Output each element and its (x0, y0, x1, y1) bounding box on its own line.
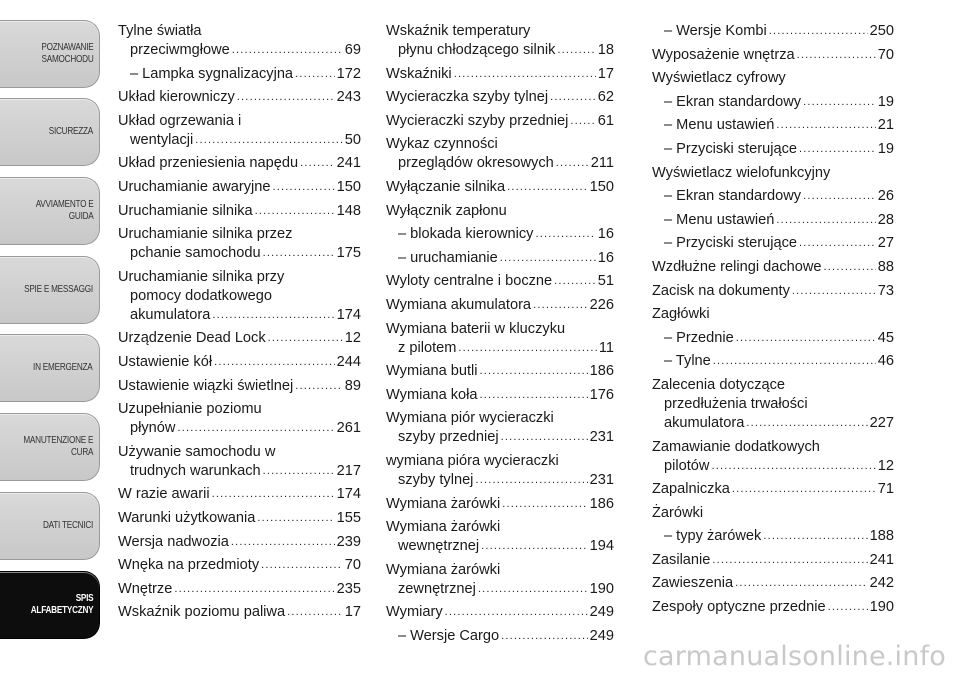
page-number: 18 (597, 42, 614, 58)
index-entry-label: – Menu ustawień (664, 117, 775, 134)
page-number: 19 (877, 93, 894, 110)
index-entry[interactable] (118, 154, 361, 173)
page-number: 19 (877, 140, 894, 157)
dot-leader (287, 603, 343, 622)
dot-leader (828, 598, 868, 617)
page-number: 244 (336, 353, 361, 370)
watermark-text: carmanualsonline.info (643, 641, 946, 672)
index-entry-label: Układ kierowniczy (118, 89, 235, 106)
index-entry[interactable] (652, 164, 894, 183)
index-entry[interactable] (118, 112, 361, 150)
index-entry-label: trudnych warunkach (130, 462, 261, 479)
index-entry[interactable] (118, 443, 361, 481)
index-entry-heading: Uzupełnianie poziomu (118, 401, 262, 418)
index-entry[interactable] (386, 112, 614, 131)
index-entry-label: Wskaźnik poziomu paliwa (118, 604, 286, 621)
page-number: 17 (597, 65, 614, 82)
page-number: 148 (336, 202, 361, 219)
index-entry-label: Ustawienie kół (118, 353, 213, 370)
page-number: 70 (344, 557, 361, 574)
dot-leader (478, 580, 588, 599)
page-number: 211 (590, 155, 614, 172)
index-entry-label: Wersja nadwozia (118, 533, 229, 550)
dot-leader (570, 112, 595, 131)
index-entry-heading: Wyświetlacz wielofunkcyjny (652, 164, 831, 181)
dot-leader (295, 377, 343, 396)
page-number: 241 (869, 551, 894, 568)
index-entry[interactable] (652, 234, 894, 253)
index-entry-label: Wymiary (386, 604, 443, 621)
page-number: 190 (869, 599, 894, 616)
index-entry-label: Wycieraczki szyby przedniej (386, 112, 569, 129)
dot-leader (268, 329, 343, 348)
page-number: 88 (877, 258, 894, 275)
page-number: 174 (336, 486, 361, 503)
index-entry-heading: Wykaz czynności (386, 136, 498, 153)
index-entry-label: – Wersje Kombi (664, 23, 767, 39)
chapter-tab-label: AVVIAMENTO E GUIDA (35, 199, 93, 222)
page-number: 172 (336, 65, 361, 82)
index-entry[interactable] (118, 65, 361, 84)
page-number: 194 (589, 538, 614, 555)
dot-leader (502, 495, 587, 514)
chapter-tab-label: MANUTENZIONE E CURA (23, 435, 93, 458)
index-entry-label: akumulatora (130, 306, 211, 323)
index-entry-label: – Przyciski sterujące (664, 235, 798, 252)
dot-leader (273, 178, 335, 197)
dot-leader (475, 471, 587, 490)
chapter-tab-3[interactable] (0, 177, 100, 245)
page-number: 150 (336, 178, 361, 195)
page-number: 175 (336, 245, 361, 262)
index-entry[interactable] (652, 93, 894, 112)
index-entry[interactable] (652, 187, 894, 206)
index-entry-heading: Zagłówki (652, 306, 710, 323)
index-entry-label: wentylacji (130, 131, 194, 148)
index-column-2 (386, 22, 614, 650)
index-entry[interactable] (652, 551, 894, 570)
index-entry[interactable] (118, 225, 361, 263)
index-entry[interactable] (386, 627, 614, 646)
index-entry[interactable] (652, 69, 894, 88)
index-entry-heading: wymiana pióra wycieraczki (386, 452, 559, 469)
index-entry-label: Wymiana żarówki (386, 495, 501, 512)
dot-leader (746, 414, 867, 433)
index-entry[interactable] (652, 140, 894, 159)
index-entry-label: pilotów (664, 457, 710, 474)
page-number: 71 (877, 481, 894, 498)
dot-leader (177, 419, 334, 438)
index-entry[interactable] (118, 580, 361, 599)
index-entry-label: Uruchamianie awaryjne (118, 178, 271, 195)
chapter-tab-label: SICUREZZA (48, 126, 93, 137)
dot-leader (712, 551, 867, 570)
index-entry[interactable] (386, 22, 614, 60)
dot-leader (445, 603, 588, 622)
index-entry-heading: Wskaźnik temperatury (386, 23, 531, 39)
page-number: 176 (589, 386, 614, 403)
index-entry-label: zewnętrznej (398, 580, 476, 597)
page-number: 12 (344, 330, 361, 347)
chapter-tab-7[interactable] (0, 492, 100, 560)
chapter-tab-label: SPIE E MESSAGGI (24, 284, 93, 295)
index-entry[interactable] (118, 268, 361, 325)
index-entry[interactable] (118, 22, 361, 60)
index-entry-label: – Przednie (664, 329, 734, 346)
page-number: 226 (589, 296, 614, 313)
index-entry[interactable] (386, 65, 614, 84)
chapter-tab-label: SPIS ALFABETYCZNY (30, 593, 93, 616)
dot-leader (480, 386, 588, 405)
dot-leader (263, 244, 335, 263)
index-entry[interactable] (386, 225, 614, 244)
index-entry-label: płynów (130, 420, 176, 437)
index-entry[interactable] (386, 320, 614, 358)
index-entry-label: Zasilanie (652, 551, 711, 568)
chapter-tab-8[interactable] (0, 571, 100, 639)
index-entry-heading: Wymiana żarówki (386, 519, 501, 536)
page-number: 16 (597, 249, 614, 266)
index-entry[interactable] (386, 495, 614, 514)
page-number: 89 (344, 377, 361, 394)
index-column-3 (652, 22, 894, 622)
index-entry-heading: Uruchamianie silnika przez (118, 226, 293, 243)
page-number: 174 (336, 306, 361, 323)
index-entry-heading: Używanie samochodu w (118, 443, 276, 460)
dot-leader (776, 211, 875, 230)
page-number: 26 (877, 188, 894, 205)
index-entry[interactable] (652, 46, 894, 65)
index-entry-heading: Układ ogrzewania i (118, 112, 242, 129)
index-entry-label: – typy żarówek (664, 528, 762, 545)
dot-leader (480, 362, 588, 381)
index-entry-label: W razie awarii (118, 486, 210, 503)
page-number: 231 (589, 429, 614, 446)
index-entry[interactable] (386, 518, 614, 556)
index-entry-heading: Tylne światła (118, 23, 202, 39)
index-entry[interactable] (118, 88, 361, 107)
index-entry-label: – Lampka sygnalizacyjna (130, 65, 294, 82)
index-entry-heading: przedłużenia trwałości (664, 395, 808, 412)
index-entry-label: wewnętrznej (398, 538, 480, 555)
dot-leader (295, 65, 335, 84)
dot-leader (300, 154, 335, 173)
dot-leader (458, 339, 596, 358)
dot-leader (507, 178, 588, 197)
dot-leader (533, 296, 588, 315)
dot-leader (535, 225, 595, 244)
index-entry[interactable] (118, 353, 361, 372)
index-entry-label: Wyłączanie silnika (386, 178, 506, 195)
index-entry-label: Ustawienie wiązki świetlnej (118, 377, 294, 394)
dot-leader (174, 580, 334, 599)
page-number: 186 (589, 495, 614, 512)
chapter-tab-2[interactable] (0, 98, 100, 166)
index-entry-label: – Ekran standardowy (664, 188, 802, 205)
dot-leader (557, 41, 595, 60)
index-entry-label: z pilotem (398, 339, 457, 356)
index-entry[interactable] (386, 561, 614, 599)
dot-leader (799, 234, 876, 253)
index-entry-heading: Zalecenia dotyczące (652, 376, 786, 393)
dot-leader (263, 462, 335, 481)
page-number: 250 (869, 23, 894, 39)
dot-leader (776, 116, 875, 135)
index-entry-label: – Menu ustawień (664, 211, 775, 228)
dot-leader (763, 527, 867, 546)
page-number: 227 (869, 414, 894, 431)
index-entry-label: – Tylne (664, 353, 711, 370)
page-number: 150 (589, 178, 614, 195)
index-entry-label: płynu chłodzącego silnik (398, 42, 556, 58)
index-entry[interactable] (118, 178, 361, 197)
index-entry-label: akumulatora (664, 414, 745, 431)
chapter-tab-1[interactable] (0, 20, 100, 88)
dot-leader (501, 627, 588, 646)
index-entry[interactable] (386, 202, 614, 221)
dot-leader (713, 352, 876, 371)
index-entry[interactable] (386, 296, 614, 315)
index-entry-label: przeglądów okresowych (398, 155, 554, 172)
dot-leader (255, 202, 335, 221)
index-entry[interactable] (386, 603, 614, 622)
index-entry[interactable] (118, 377, 361, 396)
index-entry-label: Wnęka na przedmioty (118, 557, 260, 574)
index-entry-heading: Wyłącznik zapłonu (386, 202, 507, 219)
page-number: 51 (597, 273, 614, 290)
page-number: 62 (597, 89, 614, 106)
index-entry[interactable] (386, 135, 614, 173)
chapter-tab-label: DATI TECNICI (42, 520, 93, 531)
index-entry-label: pchanie samochodu (130, 245, 261, 262)
index-entry[interactable] (652, 480, 894, 499)
page-number: 155 (336, 509, 361, 526)
page-number: 235 (336, 580, 361, 597)
index-entry[interactable] (652, 376, 894, 433)
dot-leader (803, 93, 876, 112)
chapter-tab-6[interactable] (0, 413, 100, 481)
index-entry[interactable] (386, 178, 614, 197)
dot-leader (195, 131, 343, 150)
index-entry-label: szyby tylnej (398, 471, 474, 488)
page-number: 11 (598, 339, 614, 356)
page-number: 239 (336, 533, 361, 550)
index-entry-heading: Uruchamianie silnika przy (118, 268, 285, 285)
index-entry-label: przeciwmgłowe (130, 42, 230, 58)
index-entry-label: – Ekran standardowy (664, 93, 802, 110)
chapter-tab-4[interactable] (0, 256, 100, 324)
index-entry[interactable] (652, 305, 894, 324)
index-entry-label: Wyposażenie wnętrza (652, 46, 795, 63)
index-entry-label: Wzdłużne relingi dachowe (652, 258, 822, 275)
page-number: 186 (589, 363, 614, 380)
dot-leader (501, 428, 588, 447)
page-number: 27 (877, 235, 894, 252)
dot-leader (792, 282, 876, 301)
index-entry-label: – Wersje Cargo (398, 627, 500, 644)
page-number: 188 (869, 528, 894, 545)
index-entry[interactable] (386, 88, 614, 107)
index-entry-label: – uruchamianie (398, 249, 498, 266)
index-entry-label: Wycieraczka szyby tylnej (386, 89, 549, 106)
index-entry[interactable] (652, 598, 894, 617)
index-entry-heading: Wymiana żarówki (386, 561, 501, 578)
page-number: 28 (877, 211, 894, 228)
dot-leader (214, 353, 335, 372)
index-entry-heading: pomocy dodatkowego (130, 287, 272, 304)
dot-leader (803, 187, 876, 206)
index-entry-label: Wymiana akumulatora (386, 296, 532, 313)
index-entry-heading: Wymiana baterii w kluczyku (386, 320, 566, 337)
index-entry-heading: Zamawianie dodatkowych (652, 438, 820, 455)
dot-leader (799, 140, 876, 159)
dot-leader (500, 249, 596, 268)
index-entry[interactable] (652, 574, 894, 593)
index-entry[interactable] (386, 249, 614, 268)
index-entry[interactable] (118, 509, 361, 528)
index-entry[interactable] (652, 438, 894, 476)
index-entry-label: Wyloty centralne i boczne (386, 273, 553, 290)
dot-leader (769, 22, 868, 41)
dot-leader (237, 88, 335, 107)
dot-leader (212, 485, 335, 504)
dot-leader (711, 457, 875, 476)
dot-leader (231, 533, 335, 552)
page-number: 21 (877, 117, 894, 134)
index-entry-label: Zawieszenia (652, 575, 734, 592)
page-number: 50 (344, 131, 361, 148)
index-entry[interactable] (386, 272, 614, 291)
dot-leader (735, 574, 868, 593)
page-number: 16 (597, 226, 614, 243)
index-entry[interactable] (652, 527, 894, 546)
dot-leader (550, 88, 596, 107)
index-entry[interactable] (652, 116, 894, 135)
index-entry[interactable] (118, 329, 361, 348)
page-number: 70 (877, 46, 894, 63)
dot-leader (736, 329, 876, 348)
index-entry-label: Wymiana butli (386, 363, 478, 380)
index-entry-heading: Żarówki (652, 504, 704, 521)
chapter-tab-label: POZNAWANIE SAMOCHODU (40, 42, 93, 65)
page-number: 261 (336, 420, 361, 437)
index-entry[interactable] (118, 400, 361, 438)
dot-leader (232, 41, 343, 60)
index-entry[interactable] (652, 211, 894, 230)
page-number: 73 (877, 282, 894, 299)
index-entry-label: Urządzenie Dead Lock (118, 330, 266, 347)
index-entry-label: Zacisk na dokumenty (652, 282, 790, 299)
index-entry-label: Uruchamianie silnika (118, 202, 253, 219)
index-entry[interactable] (652, 258, 894, 277)
index-entry[interactable] (652, 352, 894, 371)
index-entry[interactable] (118, 556, 361, 575)
index-entry-heading: Wymiana piór wycieraczki (386, 410, 554, 427)
index-entry[interactable] (652, 22, 894, 41)
index-entry[interactable] (118, 533, 361, 552)
index-entry[interactable] (652, 329, 894, 348)
page-number: 249 (589, 627, 614, 644)
index-entry[interactable] (652, 282, 894, 301)
page-number: 241 (336, 155, 361, 172)
page-number: 61 (597, 112, 614, 129)
page-number: 69 (344, 42, 361, 58)
index-entry-label: Zapalniczka (652, 481, 730, 498)
page-number: 45 (877, 329, 894, 346)
index-entry[interactable] (118, 603, 361, 622)
index-entry-label: Zespoły optyczne przednie (652, 599, 826, 616)
page-number: 242 (869, 575, 894, 592)
dot-leader (824, 258, 876, 277)
index-entry[interactable] (118, 202, 361, 221)
page-number: 243 (336, 89, 361, 106)
dot-leader (797, 46, 876, 65)
dot-leader (481, 537, 588, 556)
page-number: 12 (877, 457, 894, 474)
index-entry[interactable] (652, 504, 894, 523)
chapter-tab-5[interactable] (0, 334, 100, 402)
index-entry-label: szyby przedniej (398, 429, 499, 446)
dot-leader (454, 65, 596, 84)
index-entry[interactable] (386, 409, 614, 447)
index-entry-label: – blokada kierownicy (398, 226, 534, 243)
page-number: 249 (589, 604, 614, 621)
page-number: 217 (336, 462, 361, 479)
dot-leader (212, 306, 334, 325)
page-number: 190 (589, 580, 614, 597)
index-entry-label: Warunki użytkowania (118, 509, 256, 526)
index-entry-label: – Przyciski sterujące (664, 140, 798, 157)
index-column-1 (118, 22, 361, 627)
index-entry[interactable] (386, 362, 614, 381)
index-entry-label: Układ przeniesienia napędu (118, 155, 299, 172)
index-entry-label: Wnętrze (118, 580, 173, 597)
dot-leader (732, 480, 876, 499)
dot-leader (257, 509, 334, 528)
index-entry[interactable] (118, 485, 361, 504)
dot-leader (261, 556, 343, 575)
index-entry-label: Wymiana koła (386, 386, 478, 403)
chapter-tab-label: IN EMERGENZA (33, 362, 93, 373)
page-number: 231 (589, 471, 614, 488)
page-number: 17 (344, 604, 361, 621)
index-entry-heading: Wyświetlacz cyfrowy (652, 70, 786, 87)
index-entry[interactable] (386, 452, 614, 490)
index-entry-label: Wskaźniki (386, 65, 452, 82)
dot-leader (556, 154, 589, 173)
page-number: 46 (877, 353, 894, 370)
index-entry[interactable] (386, 386, 614, 405)
dot-leader (554, 272, 596, 291)
